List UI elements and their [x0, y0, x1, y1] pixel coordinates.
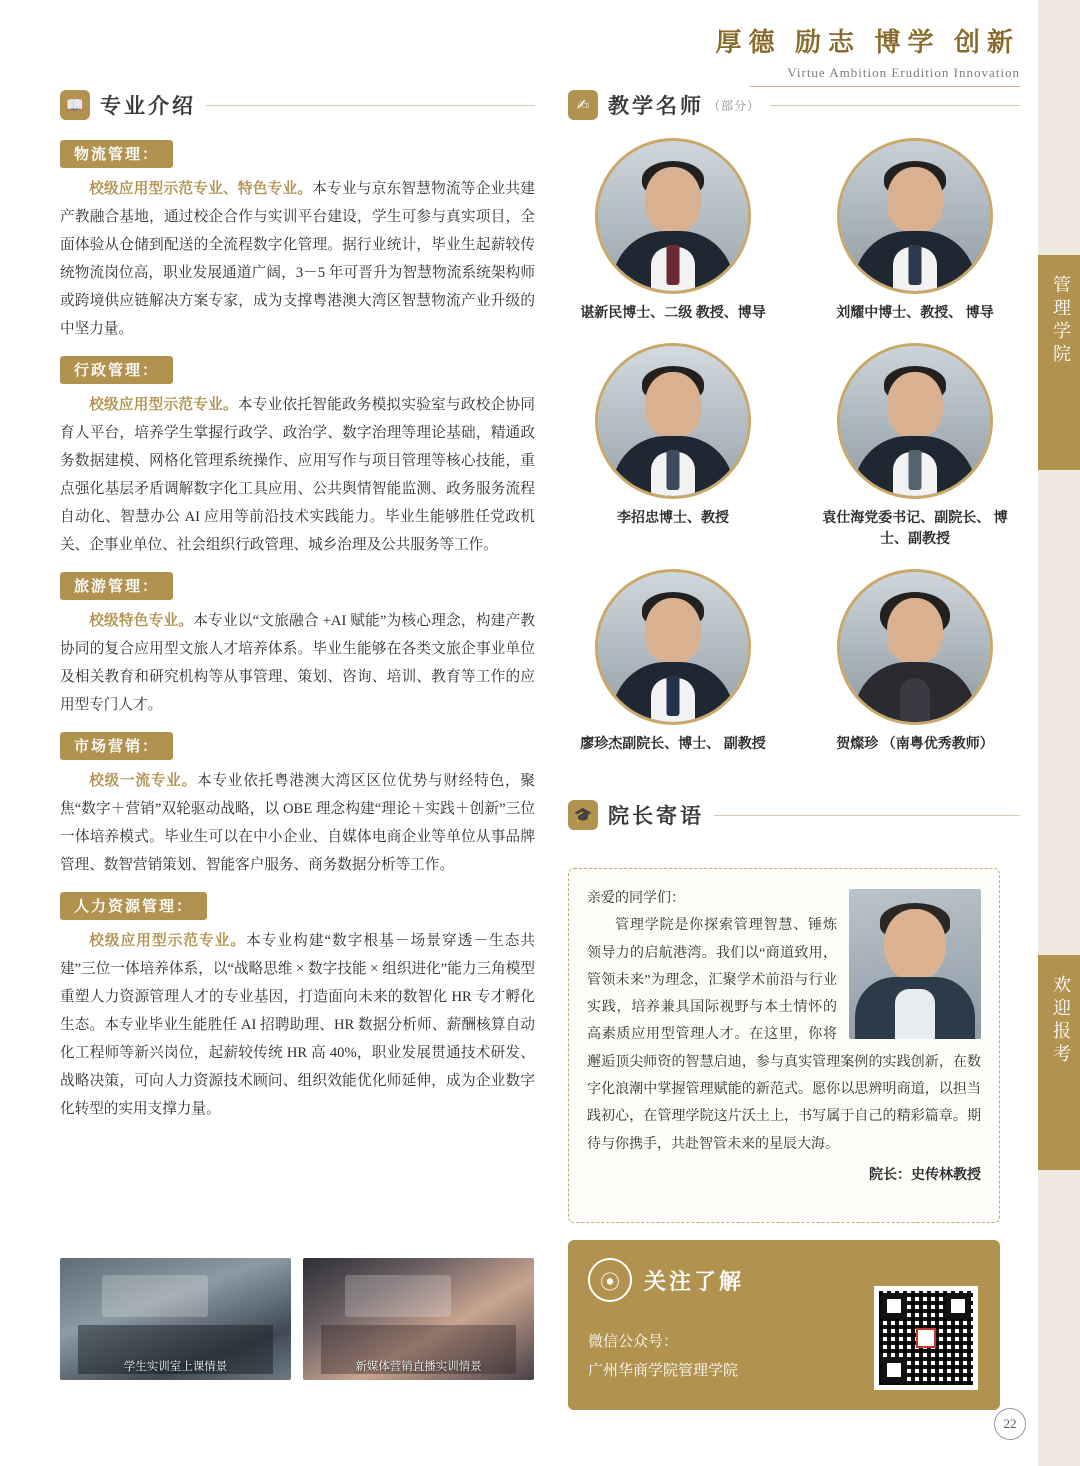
avatar [837, 343, 993, 499]
major-item [60, 732, 535, 879]
dean-signature: 院长：史传林教授 [869, 1167, 981, 1183]
qr-code[interactable] [874, 1286, 978, 1390]
major-name: 人力资源管理： [60, 892, 207, 920]
major-highlight: 校级应用型示范专业、特色专业。 [89, 181, 313, 197]
motto-chinese: 厚德 励志 博学 创新 [715, 28, 1020, 57]
major-description [60, 391, 535, 559]
teacher-icon: ✍ [568, 90, 598, 120]
section-header-majors [60, 90, 535, 120]
major-body-text: 本专业以“文旅融合 +AI 赋能”为核心理念，构建产教协同的复合应用型文旅人才培养体系。毕业生能够在各类文旅企事业单位及相关教育和研究机构等从事管理、策划、咨询、培训、教育等工作的应用型专门人才。 [60, 613, 535, 714]
motto-english: Virtue Ambition Erudition Innovation [787, 65, 1020, 80]
major-highlight: 校级特色专业。 [89, 613, 194, 630]
scroll-icon: 🎓 [568, 800, 598, 830]
dean-message-box [568, 868, 1000, 1223]
section-rule [206, 105, 535, 106]
major-item [60, 572, 535, 719]
major-body-text: 本专业依托粤港澳大湾区区位优势与财经特色，聚焦“数字＋营销”双轮驱动战略，以 OBE 理念构建“理论＋实践＋创新”三位一体培养模式。毕业生可以在中小企业、自媒体电商企业等单位从事品牌管理、数智营销策划、智能客户服务、商务数据分析等工作。 [60, 773, 535, 874]
major-description [60, 927, 535, 1123]
section-title-teachers: 教学名师 [608, 94, 704, 118]
teacher-name: 贺燦珍 （南粤优秀教师） [836, 737, 994, 753]
teacher-card [568, 569, 778, 756]
strip-label-college: 管理学院 [1051, 275, 1071, 367]
major-name: 市场营销： [60, 732, 173, 760]
major-item [60, 892, 535, 1123]
follow-box [568, 1240, 1000, 1410]
teacher-name: 廖珍杰副院长、博士、 副教授 [580, 737, 766, 753]
teacher-card [810, 569, 1020, 756]
teacher-grid [568, 90, 1020, 774]
section-subtitle-teachers: （部分） [708, 98, 761, 113]
major-description [60, 175, 535, 343]
teacher-card [810, 343, 1020, 551]
photo-row [60, 1258, 535, 1374]
avatar [595, 343, 751, 499]
major-description [60, 767, 535, 879]
dean-salutation: 亲爱的同学们： [587, 891, 685, 906]
major-highlight: 校级应用型示范专业。 [89, 933, 247, 950]
right-side-strip [1038, 0, 1080, 1466]
major-item [60, 356, 535, 559]
avatar [595, 569, 751, 725]
teacher-card [568, 138, 778, 325]
photo-caption: 新媒体营销直播实训情景 [355, 1361, 482, 1373]
header-motto [715, 22, 1020, 81]
major-highlight: 校级应用型示范专业。 [89, 397, 238, 414]
wechat-swirl-icon: ⦿ [588, 1258, 632, 1302]
teacher-name: 谌新民博士、二级 教授、博导 [580, 306, 766, 321]
major-body-text: 本专业与京东智慧物流等企业共建产教融合基地，通过校企合作与实训平台建设，学生可参与真实项目，全面体验从仓储到配送的全流程数字化管理。据行业统计，毕业生起薪较传统物流岗位高，职业发展通道广阔，3－5 年可晋升为智慧物流系统架构师或跨境供应链解决方案专家，成为支撑粤港澳大湾区智慧物流产业升级的中坚力量。 [60, 181, 535, 338]
dean-portrait [849, 889, 981, 1039]
major-body-text: 本专业构建“数字根基－场景穿透－生态共建”三位一体培养体系，以“战略思维 × 数字技能 × 组织进化”能力三角模型重塑人力资源管理人才的专业基因，打造面向未来的数智化 HR 专才孵化生态。本专业毕业生能胜任 AI 招聘助理、HR 数据分析师、薪酬核算自动化工程师等新兴岗位，起薪较传统 HR 高 40%，职业发展贯通技术研发、战略决策，可向人力资源技术顾问、组织效能优化师延伸，成为企业数字化转型的实用支撑力量。 [60, 933, 535, 1118]
majors-list [60, 140, 535, 1136]
section-title-majors: 专业介绍 [100, 94, 196, 118]
follow-line-label: 微信公众号： [588, 1334, 679, 1350]
major-name: 物流管理： [60, 140, 173, 168]
book-icon: 📖 [60, 90, 90, 120]
motto-divider [750, 86, 1020, 87]
teacher-name: 刘耀中博士、教授、 博导 [836, 306, 994, 321]
section-header-dean [568, 800, 1020, 830]
photo-caption: 学生实训室上课情景 [123, 1361, 228, 1373]
major-name: 旅游管理： [60, 572, 173, 600]
section-rule [714, 815, 1020, 816]
follow-line-value: 广州华商学院管理学院 [588, 1362, 739, 1379]
major-description [60, 607, 535, 719]
teacher-card [810, 138, 1020, 325]
page-number: 22 [994, 1408, 1026, 1440]
section-title-dean: 院长寄语 [608, 804, 704, 828]
strip-label-welcome: 欢迎报考 [1051, 975, 1071, 1067]
avatar [837, 138, 993, 294]
photo-item [60, 1258, 291, 1374]
teacher-name: 李招忠博士、教授 [617, 510, 729, 526]
avatar [595, 138, 751, 294]
teacher-name: 袁仕海党委书记、副院长、 博士、副教授 [822, 510, 1008, 548]
major-name: 行政管理： [60, 356, 173, 384]
major-body-text: 本专业依托智能政务模拟实验室与政校企协同育人平台，培养学生掌握行政学、政治学、数字治理等理论基础，精通政务数据建模、网格化管理系统操作、应用写作与项目管理等核心技能，重点强化基层矛盾调解数字化工具应用、公共舆情智能监测、政务服务流程自动化、智慧办公 AI 应用等前沿技术实践能力。毕业生能够胜任党政机关、企事业单位、社会组织行政管理、城乡治理及公共服务等工作。 [60, 397, 535, 554]
follow-title: 关注了解 [644, 1268, 745, 1294]
avatar [837, 569, 993, 725]
major-highlight: 校级一流专业。 [89, 773, 197, 790]
major-item [60, 140, 535, 343]
photo-item [303, 1258, 534, 1374]
dean-paragraph: 管理学院是你探索管理智慧、锤炼领导力的启航港湾。我们以“商道致用，管领未来”为理念，汇聚学术前沿与行业实践，培养兼具国际视野与本土情怀的高素质应用型管理人才。在这里，你将邂逅顶尖师资的智慧启迪，参与真实管理案例的实践创新，在数字化浪潮中掌握管理赋能的新范式。愿你以思辨明商道，以担当践初心，在管理学院这片沃土上，书写属于自己的精彩篇章。期待与你携手，共赴智管未来的星辰大海。 [587, 918, 981, 1152]
teacher-card [568, 343, 778, 551]
